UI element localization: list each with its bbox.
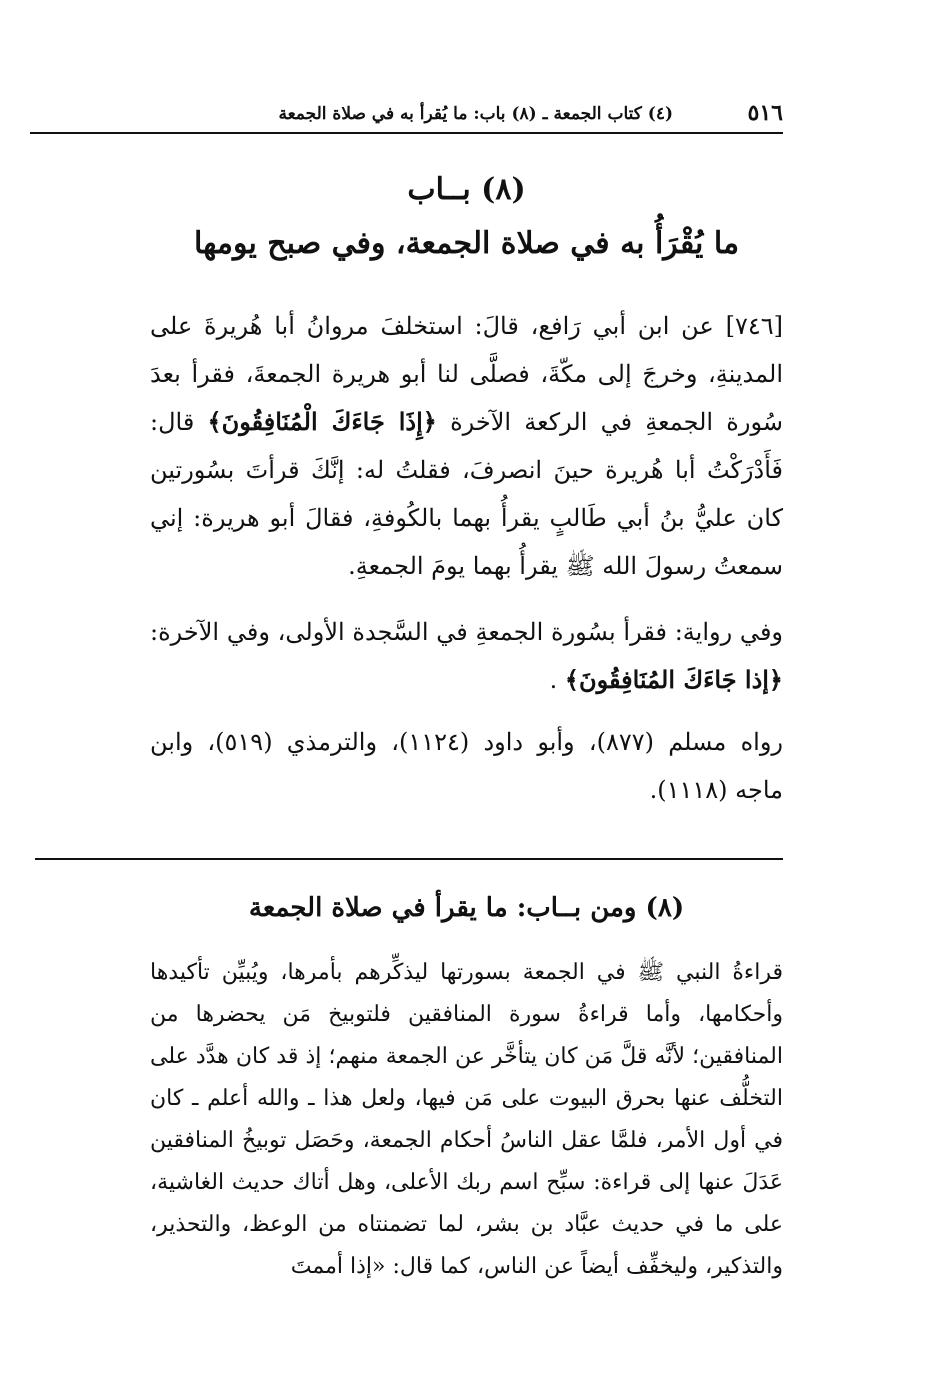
hadith-text-part2: قال: فَأَدْرَكْتُ أبا هُريرة حينَ انصرفَ، فقلتُ له: إنَّكَ قرأتَ بسُورتين كان عليُّ بنُ أبي طَالبٍ يقرأُ بهما بالكُوفةِ، فقالَ أبو هريرة: إني سمعتُ رسولَ الله ﷺ يقرأُ بهما يومَ الجمعةِ.	[150, 408, 783, 580]
chapter-title: ما يُقْرَأُ به في صلاة الجمعة، وفي صبح يومها	[193, 226, 740, 261]
hadith-paragraph	[150, 302, 783, 590]
commentary-heading: (٨) ومن بــاب: ما يقرأ في صلاة الجمعة	[248, 893, 685, 923]
sources-paragraph: رواه مسلم (٨٧٧)، وأبو داود (١١٢٤)، والترمذي (٥١٩)، وابن ماجه (١١١٨).	[150, 728, 784, 804]
hadith-text-part1: عن ابن أبي رَافع، قالَ: استخلفَ مروانُ أبا هُريرةَ على المدينةِ، وخرجَ إلى مكّةَ، فصلَّى لنا أبو هريرة الجمعةَ، فقرأ بعدَ سُورة الجمعةِ في الركعة الآخرة	[150, 312, 783, 436]
variant-paragraph	[150, 608, 783, 704]
hadith-number: [٧٤٦]	[725, 312, 783, 340]
variant-end: .	[549, 666, 558, 694]
section-divider	[35, 858, 783, 860]
commentary-paragraph: قراءةُ النبي ﷺ في الجمعة بسورتها ليذكِّرهم بأمرها، ويُبيِّن تأكيدها وأحكامها، وأما قراءةُ سورة المنافقين فلتوبيخ مَن يحضرها من المنافقين؛ لأنَّه قلَّ مَن كان يتأخَّر عن الجمعة منهم؛ إذ قد كان هدَّد على التخلُّف عنها بحرق البيوت على مَن فيها، ولعل هذا ـ والله أعلم ـ كان في أول الأمر، فلمَّا عقل الناسُ أحكام الجمعة، وحَصَل توبيخُ المنافقين عَدَلَ عنها إلى قراءة: سبِّح اسم ربك الأعلى، وهل أتاك حديث الغاشية، على ما في حديث عبَّاد بن بشر، لما تضمنتاه من الوعظ، والتحذير، والتذكير، وليخفِّف أيضاً عن الناس، كما قال: «إذا أممتَ	[150, 960, 783, 1279]
variant-text: وفي رواية: فقرأ بسُورة الجمعةِ في السَّجدة الأولى، وفي الآخرة:	[150, 618, 783, 646]
running-title: (٤) كتاب الجمعة ـ (٨) باب: ما يُقرأ به في صلاة الجمعة	[278, 104, 673, 124]
quran-quote: ﴿إِذَا جَاءَكَ الْمُنَافِقُونَ﴾	[207, 407, 437, 436]
page-number: ٥١٦	[747, 100, 783, 126]
variant-quran-quote: ﴿إذا جَاءَكَ المُنَافِقُونَ﴾	[564, 665, 783, 694]
chapter-heading: (٨) بــاب	[407, 172, 526, 207]
page-header	[30, 100, 783, 134]
